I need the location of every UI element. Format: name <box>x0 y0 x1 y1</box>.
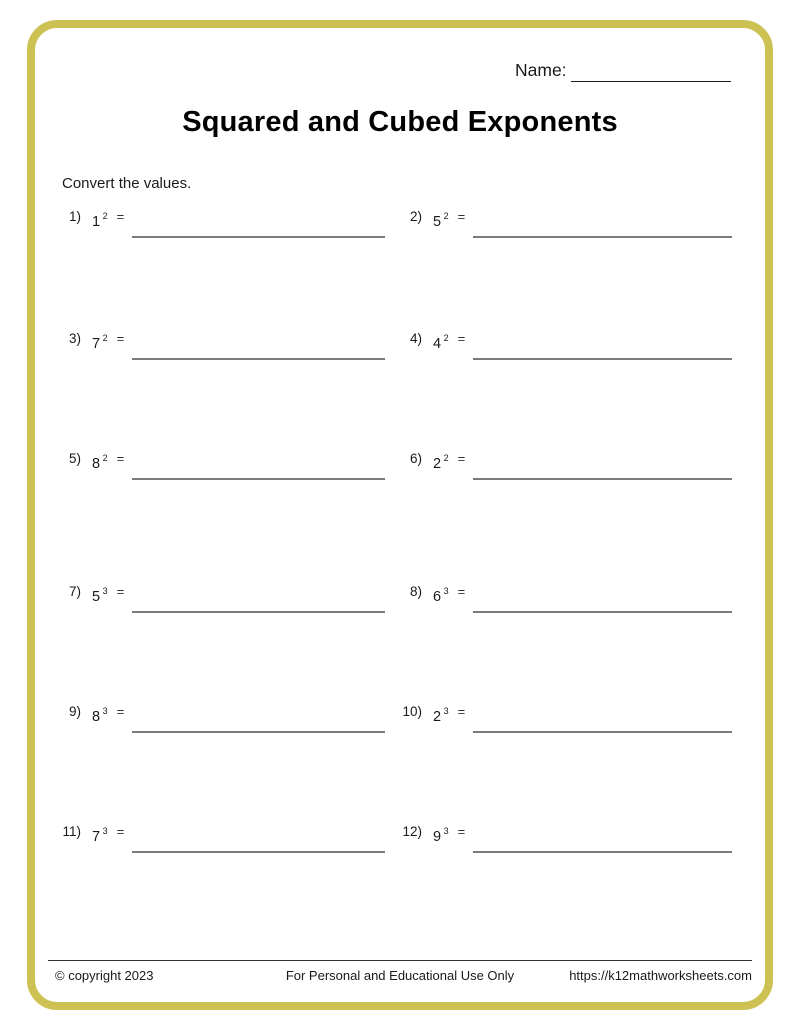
equals-sign: = <box>457 451 466 466</box>
page-border <box>27 20 773 1010</box>
problem-expression <box>433 207 449 232</box>
problem-3 <box>55 329 385 360</box>
base-number: 2 <box>433 708 442 725</box>
problem-number: 5) <box>68 451 81 466</box>
equals-sign: = <box>116 451 125 466</box>
problem-number: 11) <box>62 824 81 839</box>
answer-line-3[interactable] <box>132 329 385 360</box>
exponent: 3 <box>102 586 108 596</box>
problem-10 <box>396 702 732 733</box>
problem-9 <box>55 702 385 733</box>
answer-line-12[interactable] <box>473 822 732 853</box>
problem-expression <box>92 582 108 607</box>
problem-2 <box>396 207 732 238</box>
instructions-text: Convert the values. <box>62 175 192 192</box>
problem-number: 7) <box>68 584 81 599</box>
problem-11 <box>55 822 385 853</box>
answer-line-2[interactable] <box>473 207 732 238</box>
problem-expression <box>433 582 449 607</box>
equals-sign: = <box>457 331 466 346</box>
problem-12 <box>396 822 732 853</box>
equals-sign: = <box>457 704 466 719</box>
problem-expression <box>433 449 449 474</box>
equals-sign: = <box>116 704 125 719</box>
answer-line-9[interactable] <box>132 702 385 733</box>
base-number: 4 <box>433 335 442 352</box>
equals-sign: = <box>116 584 125 599</box>
exponent: 2 <box>443 211 449 221</box>
problem-expression <box>92 822 108 847</box>
name-blank-line[interactable] <box>571 60 731 82</box>
footer-divider <box>48 960 752 961</box>
problem-number: 8) <box>409 584 422 599</box>
answer-line-11[interactable] <box>132 822 385 853</box>
problem-6 <box>396 449 732 480</box>
problem-number: 12) <box>402 824 422 839</box>
problem-expression <box>92 207 108 232</box>
problem-number: 1) <box>68 209 81 224</box>
problem-number: 6) <box>409 451 422 466</box>
base-number: 7 <box>92 828 101 845</box>
base-number: 2 <box>433 455 442 472</box>
base-number: 6 <box>433 588 442 605</box>
problem-expression <box>433 702 449 727</box>
footer-website-url: https://k12mathworksheets.com <box>569 968 752 983</box>
footer-usage-note: For Personal and Educational Use Only <box>285 968 515 983</box>
page-title: Squared and Cubed Exponents <box>182 106 618 138</box>
exponent: 2 <box>102 453 108 463</box>
problem-1 <box>55 207 385 238</box>
problem-number: 4) <box>409 331 422 346</box>
answer-line-4[interactable] <box>473 329 732 360</box>
answer-line-1[interactable] <box>132 207 385 238</box>
problem-number: 2) <box>409 209 422 224</box>
answer-line-7[interactable] <box>132 582 385 613</box>
equals-sign: = <box>116 824 125 839</box>
exponent: 3 <box>102 706 108 716</box>
answer-line-8[interactable] <box>473 582 732 613</box>
name-field-row <box>515 58 731 82</box>
exponent: 2 <box>443 453 449 463</box>
name-label: Name: <box>515 60 567 80</box>
problem-5 <box>55 449 385 480</box>
exponent: 3 <box>443 586 449 596</box>
equals-sign: = <box>457 584 466 599</box>
base-number: 5 <box>92 588 101 605</box>
equals-sign: = <box>457 824 466 839</box>
equals-sign: = <box>457 209 466 224</box>
problem-expression <box>92 329 108 354</box>
problem-expression <box>433 329 449 354</box>
problem-expression <box>433 822 449 847</box>
problem-number: 9) <box>68 704 81 719</box>
exponent: 3 <box>102 826 108 836</box>
problem-expression <box>92 449 108 474</box>
exponent: 3 <box>443 706 449 716</box>
base-number: 5 <box>433 213 442 230</box>
base-number: 8 <box>92 455 101 472</box>
exponent: 2 <box>443 333 449 343</box>
problem-number: 3) <box>68 331 81 346</box>
footer-copyright: © copyright 2023 <box>55 968 154 983</box>
exponent: 2 <box>102 333 108 343</box>
base-number: 8 <box>92 708 101 725</box>
exponent: 3 <box>443 826 449 836</box>
answer-line-6[interactable] <box>473 449 732 480</box>
equals-sign: = <box>116 209 125 224</box>
base-number: 7 <box>92 335 101 352</box>
equals-sign: = <box>116 331 125 346</box>
answer-line-5[interactable] <box>132 449 385 480</box>
base-number: 9 <box>433 828 442 845</box>
exponent: 2 <box>102 211 108 221</box>
answer-line-10[interactable] <box>473 702 732 733</box>
base-number: 1 <box>92 213 101 230</box>
problem-8 <box>396 582 732 613</box>
problem-expression <box>92 702 108 727</box>
problem-number: 10) <box>402 704 422 719</box>
problem-7 <box>55 582 385 613</box>
problem-4 <box>396 329 732 360</box>
